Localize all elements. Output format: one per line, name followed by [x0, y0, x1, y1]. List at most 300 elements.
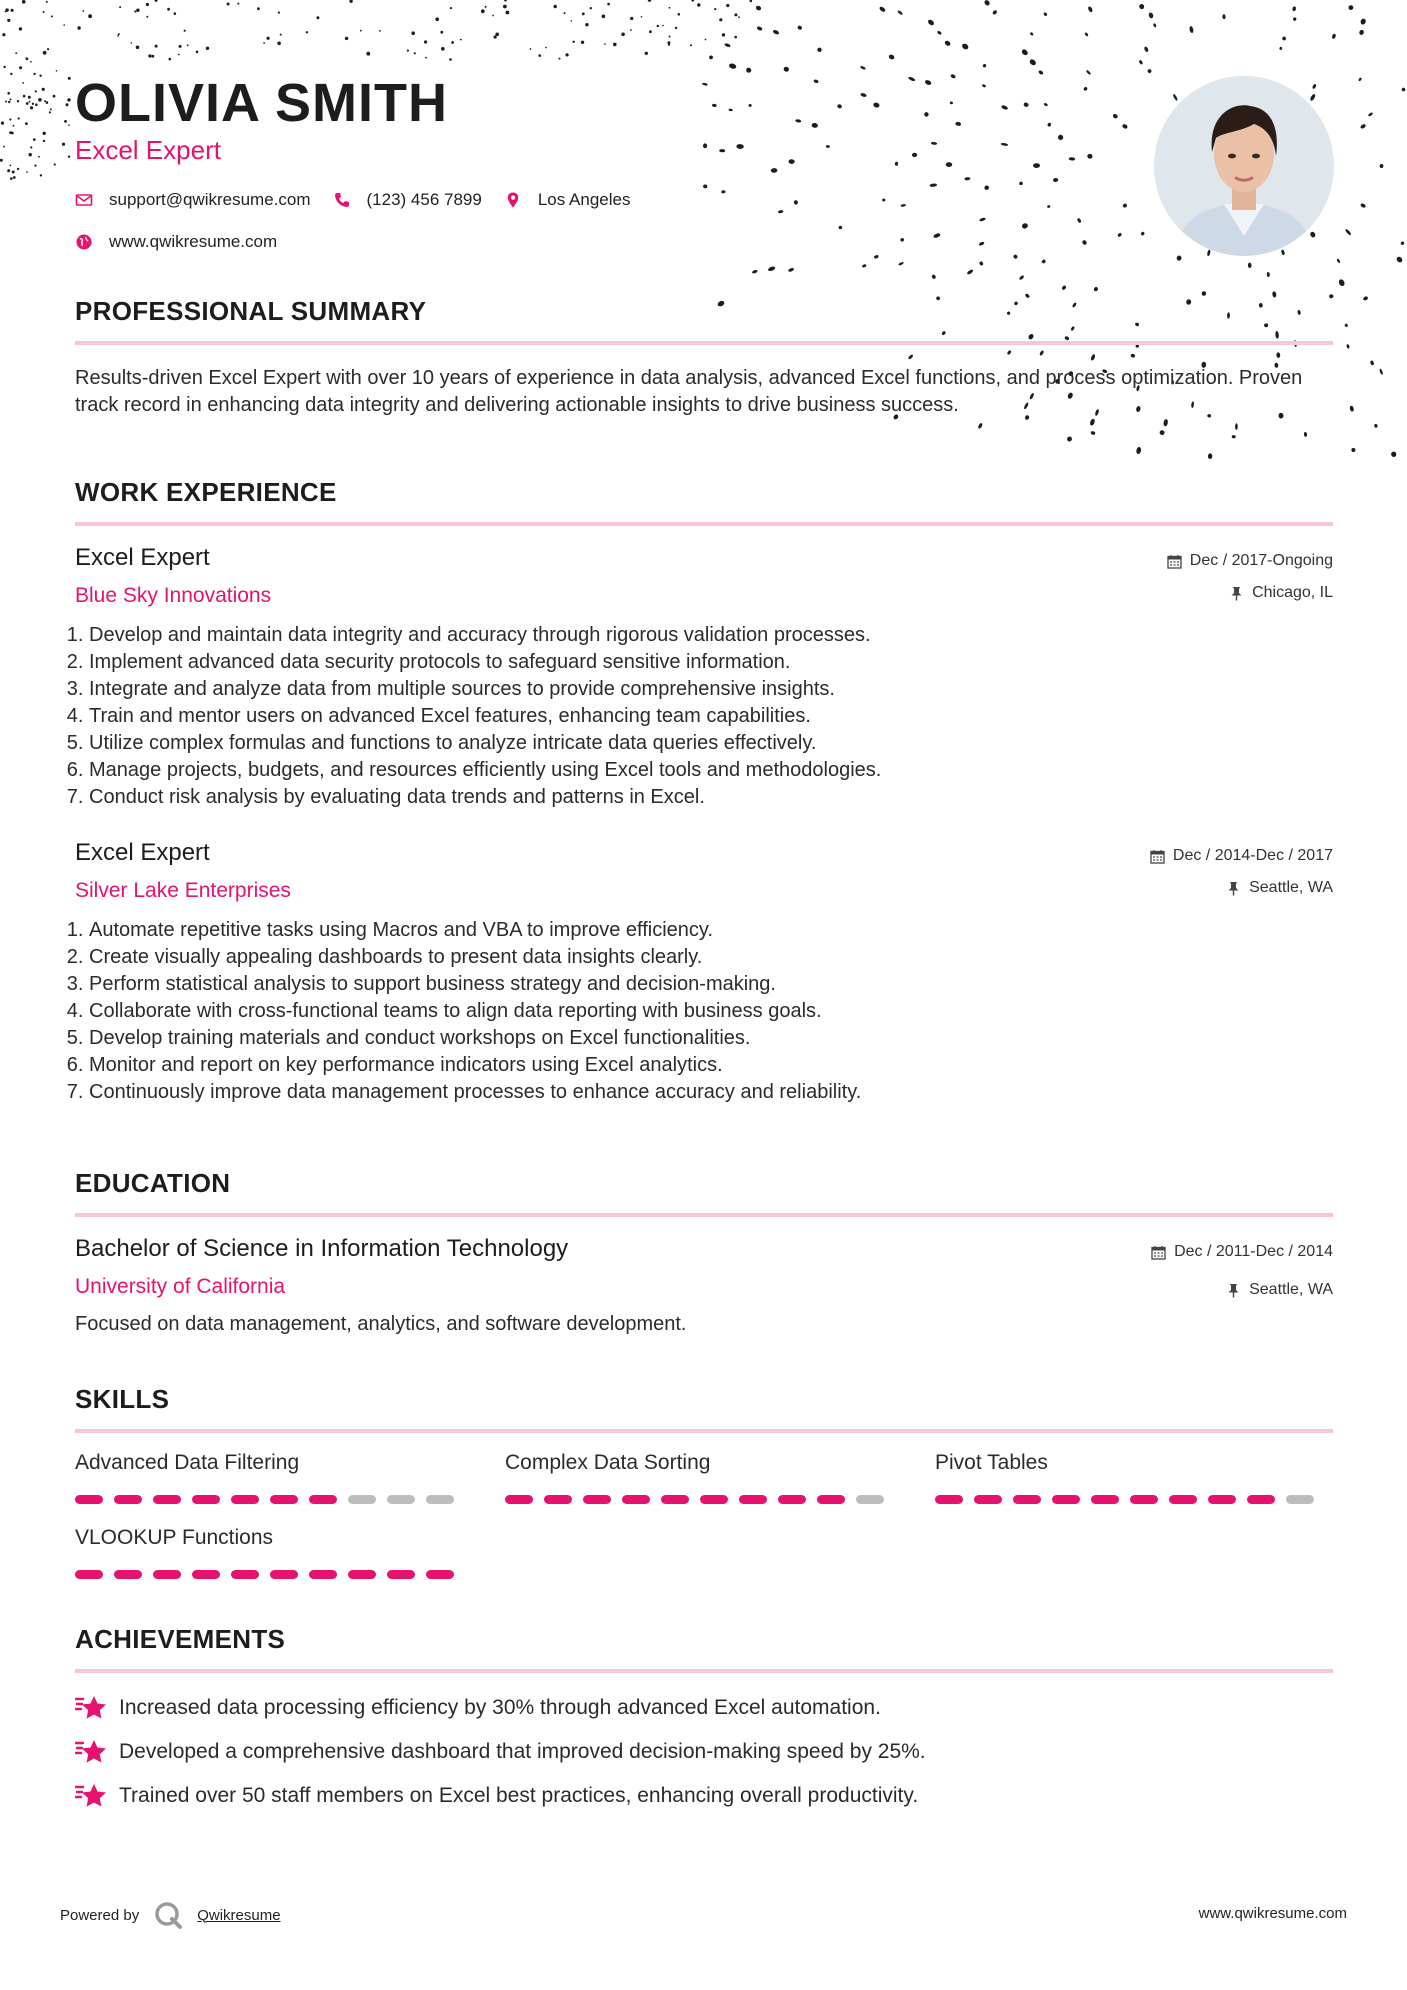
location-text: Los Angeles [537, 190, 631, 209]
achievement-text: Trained over 50 staff members on Excel best practices, enhancing overall productivity. [119, 1784, 919, 1807]
decor-dot [1374, 424, 1378, 429]
decor-dot [983, 0, 990, 6]
job-entry [75, 544, 1333, 811]
decor-dot [257, 7, 260, 10]
job-location: Seattle, WA [1249, 879, 1333, 896]
decor-dot [771, 168, 778, 173]
section-divider [75, 1429, 1333, 1433]
decor-dot [1208, 453, 1213, 459]
achievement-item [75, 1737, 1333, 1767]
skill-level-bar [505, 1495, 935, 1504]
decor-dot [837, 104, 842, 109]
decor-dot [1043, 103, 1048, 107]
decor-dot [984, 185, 989, 190]
skill-label: VLOOKUP Functions [75, 1526, 274, 1549]
skill-segment-filled [75, 1495, 103, 1504]
decor-dot [46, 101, 49, 104]
list-item: 4. Train and mentor users on advanced Excel features, enhancing team capabilities. [89, 703, 1333, 730]
decor-dot [407, 50, 409, 52]
skill-segment-filled [1013, 1495, 1041, 1504]
decor-dot [278, 12, 280, 14]
skill-segment-filled [231, 1570, 259, 1579]
decor-dot [937, 30, 942, 35]
decor-dot [30, 61, 32, 63]
job-company: Silver Lake Enterprises [75, 879, 291, 902]
decor-dot [860, 92, 867, 97]
decor-dot [43, 140, 45, 142]
decor-dot [724, 43, 731, 48]
brand-link[interactable]: Qwikresume [197, 1906, 281, 1924]
decor-dot [1304, 432, 1308, 437]
decor-dot [722, 33, 725, 36]
decor-dot [690, 44, 692, 46]
decor-dot [675, 27, 677, 29]
decor-dot [1043, 12, 1048, 17]
decor-dot [982, 63, 987, 68]
decor-dot [277, 42, 281, 46]
decor-dot [366, 52, 370, 56]
skill-segment-filled [739, 1495, 767, 1504]
skill-item [935, 1451, 1335, 1504]
decor-dot [1370, 360, 1375, 366]
decor-dot [25, 122, 28, 125]
decor-dot [39, 75, 41, 77]
decor-dot [11, 132, 14, 135]
job-duties-list [69, 622, 1333, 811]
skill-segment-empty [856, 1495, 884, 1504]
decor-dot [734, 36, 737, 39]
decor-dot [66, 103, 69, 106]
skill-segment-filled [974, 1495, 1002, 1504]
decor-dot [206, 47, 209, 50]
decor-dot [862, 264, 867, 268]
list-item: 5. Develop training materials and conduct workshops on Excel functionalities. [89, 1025, 1333, 1052]
decor-dot [118, 33, 120, 35]
decor-dot [728, 108, 733, 111]
phone-icon [333, 191, 351, 209]
decor-dot [530, 48, 532, 50]
decor-dot [1292, 6, 1296, 11]
decor-dot [794, 200, 799, 205]
decor-dot [1360, 18, 1367, 26]
decor-dot [755, 5, 762, 11]
decor-dot [64, 120, 67, 123]
candidate-role: Excel Expert [75, 135, 221, 165]
decor-dot [17, 168, 19, 170]
decor-dot [900, 238, 905, 242]
decor-dot [506, 11, 510, 15]
decor-dot [435, 17, 439, 21]
decor-dot [280, 34, 282, 36]
decor-dot [33, 138, 36, 141]
contact-website[interactable] [75, 232, 277, 252]
decor-dot [449, 58, 452, 61]
education-location: Seattle, WA [1249, 1281, 1333, 1298]
decor-dot [43, 11, 45, 13]
globe-icon [75, 233, 93, 251]
decor-dot [1117, 232, 1122, 237]
skills-section [75, 1384, 1333, 1579]
decor-dot [924, 112, 929, 118]
decor-dot [360, 30, 362, 32]
decor-dot [750, 0, 753, 2]
decor-dot [40, 174, 42, 176]
decor-dot [77, 26, 80, 29]
footer-website-link[interactable]: www.qwikresume.com [1198, 1905, 1347, 1922]
decor-dot [441, 47, 445, 51]
decor-dot [931, 274, 936, 279]
decor-dot [545, 47, 547, 49]
decor-dot [1019, 275, 1025, 281]
decor-dot [485, 6, 487, 8]
decor-dot [1345, 228, 1352, 236]
skill-segment-filled [153, 1495, 181, 1504]
decor-dot [1396, 256, 1404, 264]
skill-segment-filled [348, 1570, 376, 1579]
decor-dot [712, 103, 717, 107]
pushpin-icon [1229, 586, 1244, 601]
decor-dot [709, 56, 713, 60]
skill-label: Pivot Tables [935, 1451, 1048, 1474]
decor-dot [726, 4, 729, 7]
candidate-name: OLIVIA SMITH [75, 73, 448, 133]
skills-grid [75, 1451, 1333, 1579]
decor-dot [136, 46, 140, 50]
skill-item [505, 1451, 935, 1504]
decor-dot [1122, 123, 1129, 129]
decor-dot [35, 103, 38, 106]
decor-dot [494, 35, 497, 38]
decor-dot [1053, 178, 1059, 183]
contact-phone[interactable] [333, 190, 482, 210]
skill-segment-filled [192, 1570, 220, 1579]
decor-dot [691, 0, 694, 2]
decor-dot [379, 30, 381, 32]
decor-dot [1041, 259, 1046, 264]
decor-dot [19, 66, 22, 69]
decor-dot [13, 176, 16, 179]
education-section [75, 1168, 1333, 1338]
job-title: Excel Expert [75, 544, 210, 571]
decor-dot [43, 132, 46, 135]
decor-dot [17, 100, 19, 102]
decor-dot [187, 44, 189, 46]
decor-dot [649, 30, 652, 33]
decor-dot [5, 11, 7, 13]
summary-section [75, 296, 1333, 419]
decor-dot [590, 7, 592, 9]
decor-dot [621, 33, 625, 37]
decor-dot [1312, 83, 1317, 89]
education-date: Dec / 2011-Dec / 2014 [1174, 1243, 1333, 1260]
decor-dot [721, 190, 725, 193]
decor-dot [306, 31, 308, 33]
decor-dot [538, 54, 541, 57]
powered-by-label: Powered by [60, 1906, 140, 1924]
star-badge-icon [75, 1737, 109, 1767]
decor-dot [29, 153, 32, 156]
skill-segment-filled [1052, 1495, 1080, 1504]
decor-dot [955, 121, 962, 126]
decor-dot [88, 14, 92, 18]
qwikresume-logo-icon [153, 1900, 183, 1930]
decor-dot [43, 51, 47, 55]
decor-dot [62, 143, 65, 146]
decor-dot [136, 9, 139, 12]
decor-dot [167, 8, 170, 11]
decor-dot [263, 42, 265, 44]
decor-dot [1019, 181, 1023, 185]
decor-dot [1089, 418, 1095, 426]
degree-title: Bachelor of Science in Information Technology [75, 1235, 569, 1262]
decor-dot [982, 84, 987, 88]
decor-dot [1390, 451, 1397, 458]
decor-dot [641, 16, 643, 18]
decor-dot [1001, 105, 1009, 111]
decor-dot [492, 15, 494, 17]
skill-item [75, 1526, 505, 1579]
skill-segment-filled [153, 1570, 181, 1579]
decor-dot [1153, 23, 1157, 28]
list-item: 1. Automate repetitive tasks using Macros and VBA to improve efficiency. [89, 917, 1333, 944]
decor-dot [68, 77, 71, 80]
decor-dot [56, 70, 58, 72]
decor-dot [22, 0, 26, 4]
footer-powered-by [60, 1900, 281, 1930]
skill-level-bar [935, 1495, 1335, 1504]
decor-dot [68, 124, 70, 126]
decor-dot [460, 39, 462, 41]
decor-dot [267, 37, 270, 40]
contact-location [504, 190, 631, 210]
decor-dot [2, 33, 5, 36]
contact-info [75, 186, 652, 256]
decor-dot [10, 73, 12, 75]
decor-dot [19, 27, 22, 30]
decor-dot [7, 19, 10, 22]
decor-dot [719, 149, 725, 153]
decor-dot [38, 98, 42, 102]
decor-dot [1090, 431, 1095, 436]
decor-dot [604, 43, 606, 45]
decor-dot [9, 118, 11, 120]
decor-dot [44, 100, 46, 102]
decor-dot [13, 125, 15, 127]
list-item: 4. Collaborate with cross-functional teams to align data reporting with business goals. [89, 998, 1333, 1025]
decor-dot [1086, 69, 1092, 75]
section-divider [75, 341, 1333, 345]
decor-dot [1057, 134, 1063, 140]
star-badge-icon [75, 1693, 109, 1723]
contact-email[interactable] [75, 190, 311, 210]
decor-dot [613, 43, 617, 47]
decor-dot [1021, 222, 1029, 229]
decor-dot [196, 51, 199, 54]
decor-dot [1112, 113, 1118, 119]
decor-dot [47, 48, 49, 50]
decor-dot [813, 79, 819, 84]
decor-dot [931, 142, 937, 146]
decor-dot [879, 6, 887, 13]
decor-dot [602, 14, 606, 18]
decor-dot [564, 12, 566, 14]
decor-dot [1349, 405, 1354, 412]
skill-segment-filled [1091, 1495, 1119, 1504]
decor-dot [46, 1, 48, 3]
star-badge-icon [75, 1781, 109, 1811]
decor-dot [702, 82, 708, 86]
section-divider [75, 1669, 1333, 1673]
experience-title: WORK EXPERIENCE [75, 477, 337, 507]
skill-segment-filled [231, 1495, 259, 1504]
decor-dot [811, 123, 818, 129]
decor-dot [924, 79, 932, 86]
job-company: Blue Sky Innovations [75, 584, 272, 607]
decor-dot [772, 29, 779, 35]
decor-dot [756, 26, 763, 32]
decor-dot [573, 41, 575, 43]
decor-dot [1235, 423, 1238, 430]
decor-dot [566, 53, 569, 56]
skill-segment-filled [114, 1495, 142, 1504]
decor-dot [1138, 60, 1143, 65]
decor-dot [728, 63, 737, 70]
decor-dot [1293, 17, 1297, 21]
skill-segment-empty [387, 1495, 415, 1504]
decor-dot [992, 9, 998, 15]
decor-dot [34, 165, 36, 167]
decor-dot [966, 269, 973, 275]
decor-dot [29, 101, 31, 103]
decor-dot [22, 82, 24, 84]
decor-dot [1038, 70, 1044, 76]
experience-section [75, 477, 1333, 1106]
education-title: EDUCATION [75, 1168, 231, 1198]
decor-dot [146, 16, 148, 18]
decor-dot [50, 108, 52, 110]
decor-dot [559, 58, 561, 60]
decor-dot [897, 10, 903, 16]
achievement-item [75, 1781, 1333, 1811]
skill-segment-filled [935, 1495, 963, 1504]
email-icon [75, 191, 93, 209]
list-item: 1. Develop and maintain data integrity and accuracy through rigorous validation processes. [89, 622, 1333, 649]
decor-dot [51, 15, 53, 17]
job-title: Excel Expert [75, 839, 210, 866]
decor-dot [908, 76, 916, 82]
decor-dot [119, 6, 121, 8]
decor-dot [582, 13, 585, 16]
decor-dot [585, 23, 588, 26]
decor-dot [1139, 3, 1145, 10]
decor-dot [788, 159, 794, 164]
decor-dot [1087, 6, 1093, 13]
decor-dot [630, 17, 633, 20]
decor-dot [797, 25, 803, 30]
decor-dot [8, 101, 10, 103]
decor-dot [1360, 203, 1366, 209]
decor-dot [912, 153, 917, 158]
profile-photo [1154, 76, 1334, 256]
decor-dot [174, 12, 177, 15]
decor-dot [23, 95, 26, 98]
decor-dot [630, 29, 632, 31]
decor-dot [131, 42, 133, 44]
decor-dot [1148, 12, 1154, 19]
skill-segment-filled [505, 1495, 533, 1504]
decor-dot [667, 41, 670, 44]
decor-dot [1122, 203, 1128, 208]
decor-dot [745, 67, 752, 73]
decor-dot [411, 31, 415, 35]
list-item: 2. Create visually appealing dashboards to present data insights clearly. [89, 944, 1333, 971]
decor-dot [425, 57, 427, 59]
skill-segment-empty [1286, 1495, 1314, 1504]
decor-dot [481, 9, 485, 13]
calendar-icon [1150, 849, 1165, 864]
list-item: 6. Manage projects, budgets, and resources efficiently using Excel tools and methodologies. [89, 757, 1333, 784]
decor-dot [703, 184, 707, 188]
pushpin-icon [1226, 881, 1241, 896]
skill-segment-filled [622, 1495, 650, 1504]
decor-dot [900, 204, 906, 207]
decor-dot [778, 210, 784, 214]
decor-dot [30, 106, 33, 109]
decor-dot [1068, 157, 1075, 161]
decor-dot [645, 52, 648, 55]
decor-dot [1147, 69, 1152, 74]
achievement-text: Developed a comprehensive dashboard that improved decision-making speed by 25%. [119, 1740, 926, 1763]
decor-dot [748, 104, 752, 107]
decor-dot [146, 3, 149, 6]
decor-dot [1338, 278, 1346, 287]
decor-dot [669, 7, 671, 9]
decor-dot [1232, 435, 1236, 438]
skill-segment-filled [778, 1495, 806, 1504]
decor-dot [678, 13, 681, 16]
decor-dot [148, 54, 151, 57]
decor-dot [117, 35, 119, 37]
decor-dot [662, 25, 664, 27]
decor-dot [28, 96, 31, 99]
decor-dot [1144, 46, 1150, 53]
decor-dot [734, 13, 737, 16]
decor-dot [1309, 93, 1316, 101]
decor-dot [1281, 249, 1285, 255]
decor-dot [1279, 47, 1282, 51]
decor-dot [82, 10, 84, 12]
decor-dot [0, 159, 3, 162]
decor-dot [450, 7, 452, 9]
decor-dot [179, 45, 182, 48]
skill-segment-filled [426, 1570, 454, 1579]
job-date: Dec / 2014-Dec / 2017 [1172, 847, 1333, 864]
decor-dot [1021, 48, 1029, 56]
decor-dot [1309, 231, 1316, 238]
skill-level-bar [75, 1495, 505, 1504]
decor-dot [18, 117, 20, 119]
decor-dot [554, 5, 557, 8]
decor-dot [26, 171, 28, 173]
decor-dot [1363, 296, 1369, 302]
skill-segment-filled [1169, 1495, 1197, 1504]
skill-segment-filled [700, 1495, 728, 1504]
decor-dot [134, 10, 136, 12]
decor-dot [978, 241, 985, 246]
decor-dot [5, 101, 7, 103]
decor-dot [1083, 86, 1088, 91]
decor-dot [933, 233, 941, 239]
